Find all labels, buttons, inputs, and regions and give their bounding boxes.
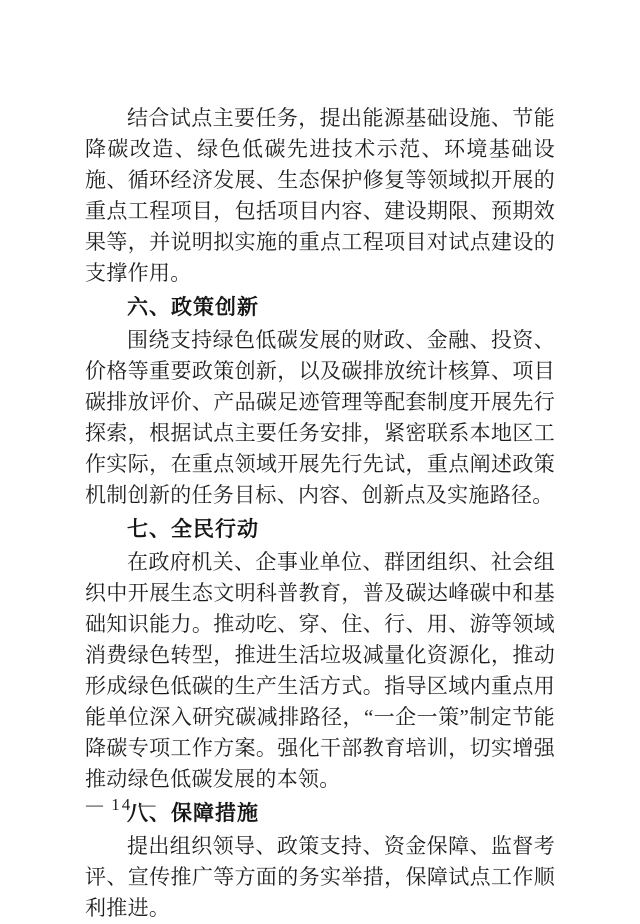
- paragraph-safeguard-measures: 提出组织领导、政策支持、资金保障、监督考评、宣传推广等方面的务实举措，保障试点工作顺利推进。: [85, 834, 555, 920]
- heading-section-7-public-action: 七、全民行动: [127, 518, 259, 541]
- paragraph-public-action: 在政府机关、企事业单位、群团组织、社会组织中开展生态文明科普教育，普及碳达峰碳中和基础知识能力。推动吃、穿、住、行、用、游等领域消费绿色转型，推进生活垃圾减量化资源化，推动形成绿色低碳的生产生活方式。指导区域内重点用能单位深入研究碳减排路径，“一企一策”制定节能降碳专项工作方案。强化干部教育培训，切实增强推动绿色低碳发展的本领。: [85, 550, 555, 791]
- paragraph-policy-innovation: 围绕支持绿色低碳发展的财政、金融、投资、价格等重要政策创新，以及碳排放统计核算、项目碳排放评价、产品碳足迹管理等配套制度开展先行探索，根据试点主要任务安排，紧密联系本地区工作实际，在重点领域开展先行先试，重点阐述政策机制创新的任务目标、内容、创新点及实施路径。: [85, 328, 555, 507]
- heading-section-6-policy-innovation: 六、政策创新: [127, 296, 259, 319]
- paragraph-key-projects: 结合试点主要任务，提出能源基础设施、节能降碳改造、绿色低碳先进技术示范、环境基础设施、循环经济发展、生态保护修复等领域拟开展的重点工程项目，包括项目内容、建设期限、预期效果等，并说明拟实施的重点工程项目对试点建设的支撑作用。: [85, 106, 555, 285]
- heading-section-8-safeguard-measures: 八、保障措施: [127, 802, 259, 825]
- page-number: — 14 —: [86, 795, 158, 814]
